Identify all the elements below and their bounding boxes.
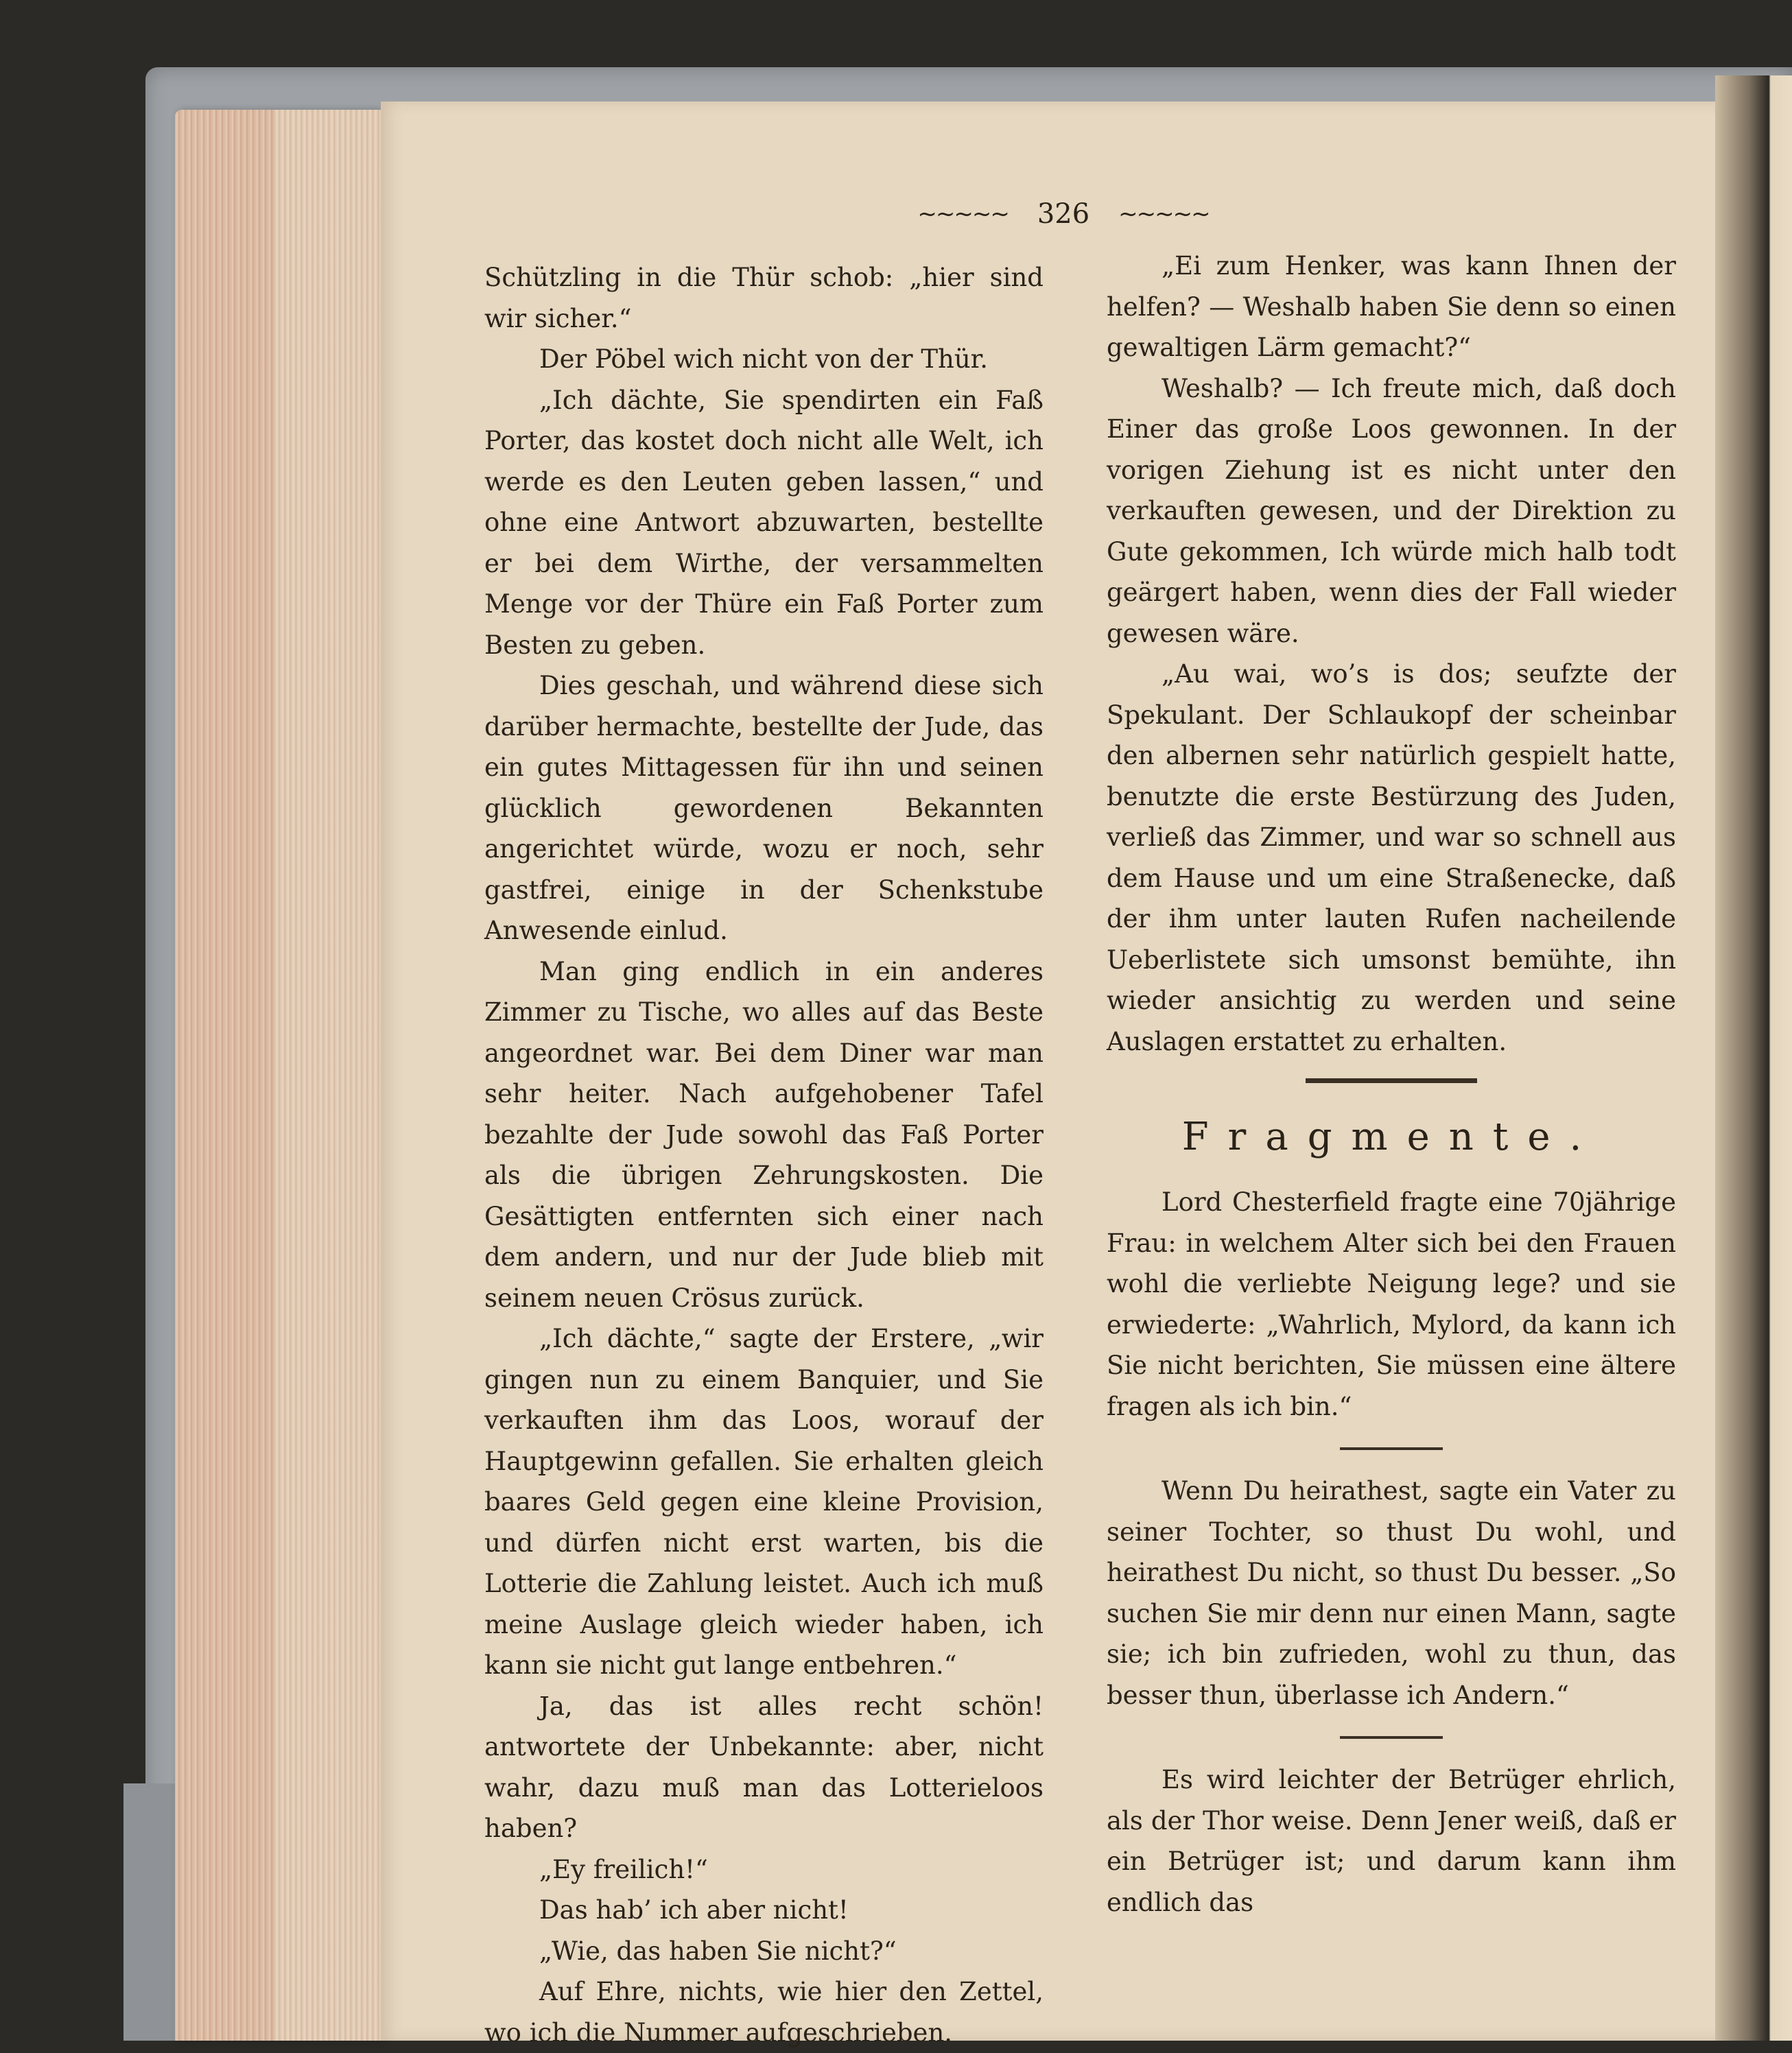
- paragraph: „Ei zum Henker, was kann Ihnen der helfen? — Weshalb haben Sie denn so einen gewaltigen Lärm gemacht?“: [1107, 251, 1676, 362]
- paragraph: „Ich dächte,“ sagte der Erstere, „wir gingen nun zu einem Banquier, und Sie verkauften ihm das Loos, worauf der Hauptgewinn gefallen. Sie erhalten gleich baares Geld gegen eine kleine Provision, und dürfen nicht erst warten, bis die Lotterie die Zahlung leistet. Auch ich muß meine Auslage gleich wieder haben, ich kann sie nicht gut lange entbehren.“: [484, 1324, 1044, 1680]
- ornament-left: ~~~~~: [917, 200, 1009, 228]
- running-head: [885, 193, 1242, 235]
- paragraph: Man ging endlich in ein anderes Zimmer zu Tische, wo alles auf das Beste angeordnet war. Bei dem Diner war man sehr heiter. Nach aufgehobener Tafel bezahlte der Jude sowohl das Faß Porter als die übrigen Zehrungskosten. Die Gesättigten entfernten sich einer nach dem andern, und nur der Jude blieb mit seinem neuen Crösus zurück.: [484, 956, 1044, 1313]
- book-gutter: [1715, 75, 1792, 2041]
- book-page-edges-inner: [274, 110, 381, 2041]
- paragraph: Schützling in die Thür schob: „hier sind wir sicher.“: [484, 263, 1044, 333]
- paragraph: „Wie, das haben Sie nicht?“: [539, 1936, 897, 1966]
- paragraph: Auf Ehre, nichts, wie hier den Zettel, wo ich die Nummer aufgeschrieben.: [484, 1977, 1044, 2048]
- paragraph: „Ich dächte, Sie spendirten ein Faß Porter, das kostet doch nicht alle Welt, ich werde es den Leuten geben lassen,“ und ohne eine Antwort abzuwarten, bestellte er bei dem Wirthe, der versammelten Menge vor der Thüre ein Faß Porter zum Besten zu geben.: [484, 385, 1044, 660]
- paragraph: Ja, das ist alles recht schön! antwortete der Unbekannte: aber, nicht wahr, dazu muß man das Lotterieloos haben?: [484, 1691, 1044, 1843]
- left-text-column: [484, 257, 1044, 2053]
- fragment-divider: [1340, 1447, 1443, 1450]
- right-text-column: [1107, 246, 1676, 1923]
- section-title: Fragmente.: [1181, 1115, 1601, 1159]
- fragment-divider: [1340, 1736, 1443, 1739]
- paragraph: „Ey freilich!“: [539, 1854, 708, 1884]
- section-divider: [1306, 1078, 1477, 1083]
- paragraph: „Au wai, wo’s is dos; seufzte der Spekulant. Der Schlaukopf der scheinbar den albernen sehr natürlich gespielt hatte, benutzte die erste Bestürzung des Juden, verließ das Zimmer, und war so schnell aus dem Hause und um eine Straßenecke, daß der ihm unter lauten Rufen nacheilende Ueberlistete sich umsonst bemühte, ihn wieder ansichtig zu werden und seine Auslagen erstattet zu erhalten.: [1107, 659, 1676, 1056]
- fragment-paragraph: Lord Chesterfield fragte eine 70jährige Frau: in welchem Alter sich bei den Frauen wohl die verliebte Neigung lege? und sie erwiederte: „Wahrlich, Mylord, da kann ich Sie nicht berichten, Sie müssen eine ältere fragen als ich bin.“: [1107, 1187, 1676, 1421]
- paragraph: Weshalb? — Ich freute mich, daß doch Einer das große Loos gewonnen. In der vorigen Ziehung ist es nicht unter den verkauften gewesen, und der Direktion zu Gute gekommen, Ich würde mich halb todt geärgert haben, wenn dies der Fall wieder gewesen wäre.: [1107, 373, 1676, 648]
- fragment-paragraph: Wenn Du heirathest, sagte ein Vater zu seiner Tochter, so thust Du wohl, und heirathest Du nicht, so thust Du besser. „So suchen Sie mir denn nur einen Mann, sagte sie; ich bin zufrieden, wohl zu thun, das besser thun, überlasse ich Andern.“: [1107, 1476, 1676, 1710]
- paragraph: Der Pöbel wich nicht von der Thür.: [539, 344, 989, 374]
- ornament-right: ~~~~~: [1118, 200, 1210, 228]
- page-number: 326: [1037, 198, 1090, 230]
- fragment-paragraph: Es wird leichter der Betrüger ehrlich, als der Thor weise. Denn Jener weiß, daß er ein Betrüger ist; und darum kann ihm endlich das: [1107, 1765, 1676, 1917]
- paragraph: Das hab’ ich aber nicht!: [539, 1895, 849, 1925]
- paragraph: Dies geschah, und während diese sich darüber hermachte, bestellte der Jude, das ein gutes Mittagessen für ihn und seinen glücklich gewordenen Bekannten angerichtet würde, wozu er noch, sehr gastfrei, einige in der Schenkstube Anwesende einlud.: [484, 671, 1044, 945]
